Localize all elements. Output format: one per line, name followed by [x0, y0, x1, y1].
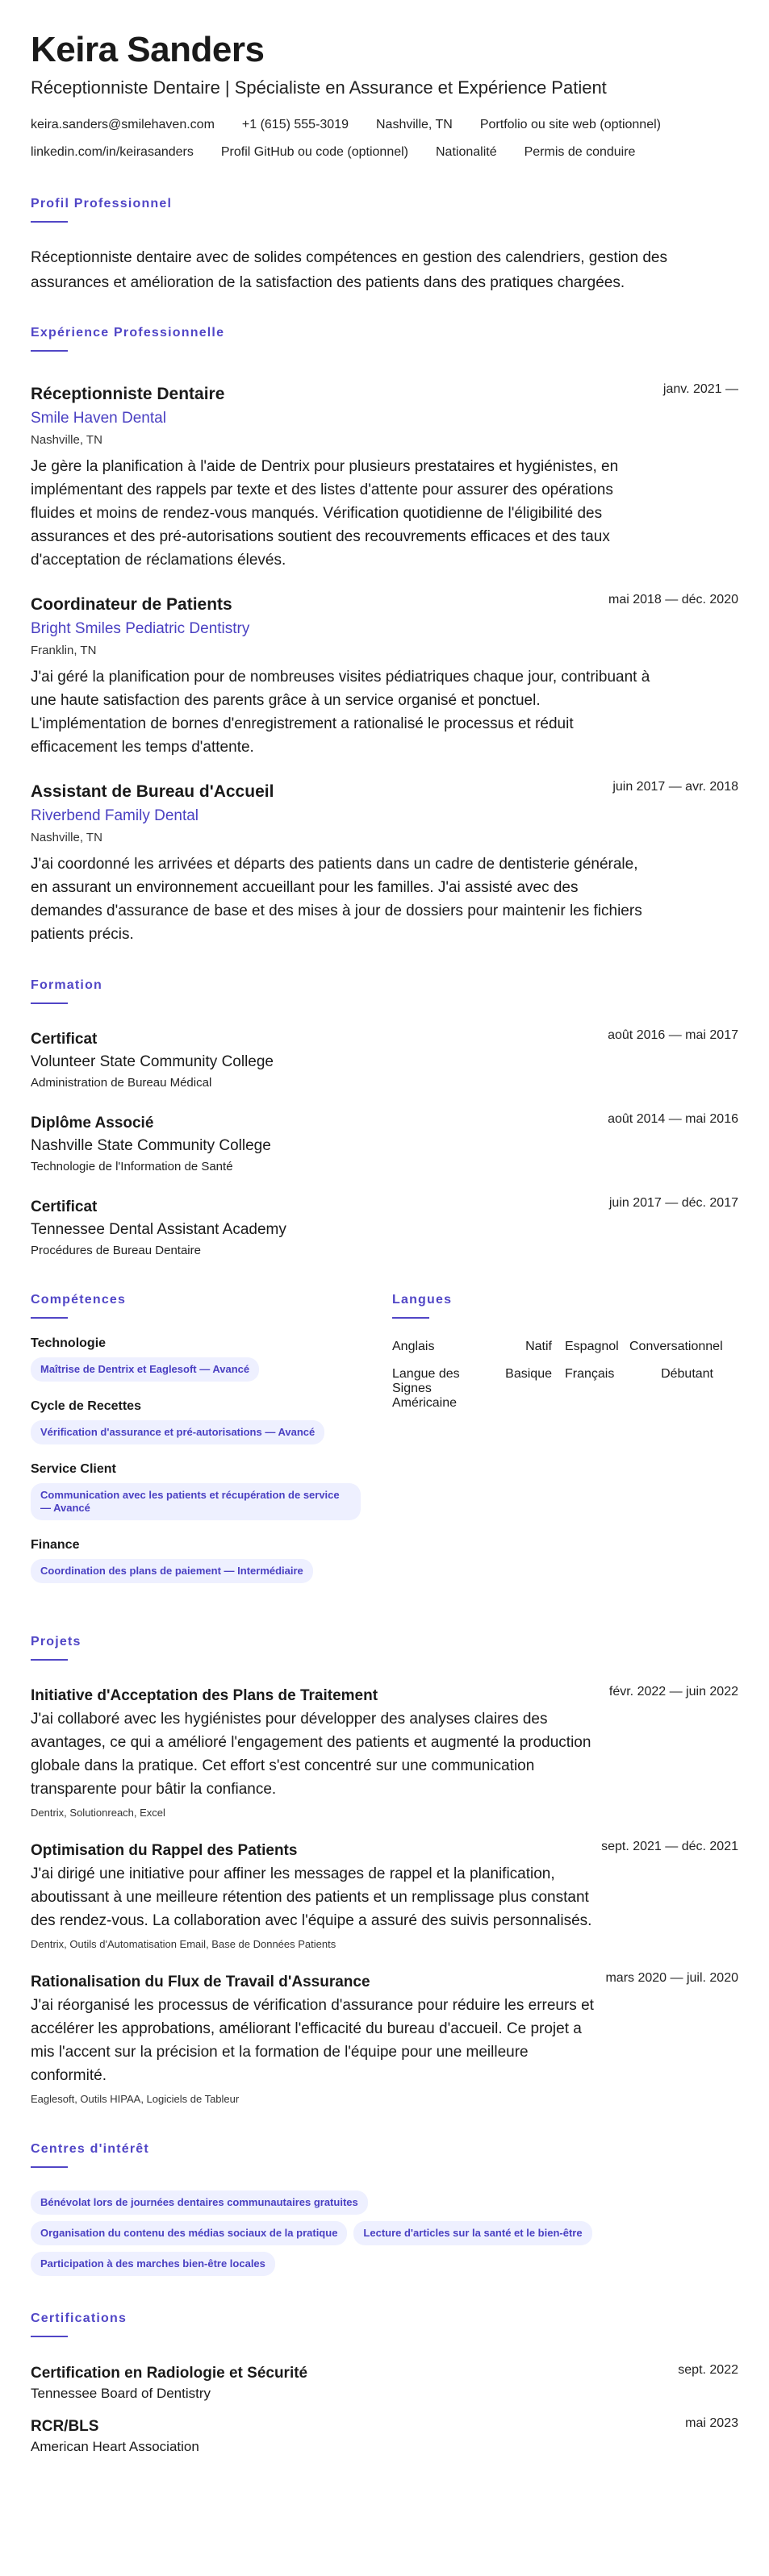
certification-issuer: American Heart Association — [31, 2439, 199, 2454]
skill-group — [31, 1538, 370, 1590]
language-name: Français — [565, 1367, 615, 1381]
education-dates: juin 2017 — déc. 2017 — [608, 1196, 738, 1210]
skill-group — [31, 1462, 370, 1527]
skill-category: Finance — [31, 1538, 80, 1552]
github-link[interactable]: Profil GitHub ou code (optionnel) — [220, 145, 408, 159]
section-divider — [31, 2336, 68, 2337]
experience-location: Nashville, TN — [31, 831, 102, 844]
section-divider — [31, 2166, 68, 2168]
skill-pill: Coordination des plans de paiement — Intermédiaire — [31, 1559, 313, 1583]
education-section — [31, 978, 738, 1261]
skill-group — [31, 1399, 370, 1451]
education-dates: août 2014 — mai 2016 — [608, 1112, 738, 1126]
certifications-section — [31, 2311, 738, 2457]
skill-category: Cycle de Recettes — [31, 1399, 141, 1413]
education-school: Tennessee Dental Assistant Academy — [31, 1221, 286, 1238]
project-entry — [31, 1685, 738, 1822]
certification-name: RCR/BLS — [31, 2418, 99, 2435]
certification-entry — [31, 2363, 738, 2403]
section-title-interests: Centres d'intérêt — [31, 2142, 149, 2156]
section-title-languages: Langues — [392, 1293, 453, 1307]
language-level: Conversationnel — [629, 1340, 723, 1353]
experience-company: Smile Haven Dental — [31, 410, 166, 427]
project-description: J'ai dirigé une initiative pour affiner les messages de rappel et la planification, aboutissant à une meilleure rétention des patients et un remplissage plus constant des rendez-vous. La collaboration avec l'équipe a assuré des suivis personnalisés. — [31, 1865, 592, 1929]
education-entry — [31, 1028, 738, 1093]
contact-list — [31, 111, 738, 166]
project-name: Optimisation du Rappel des Patients — [31, 1842, 298, 1859]
skill-pill: Maîtrise de Dentrix et Eaglesoft — Avancé — [31, 1357, 259, 1382]
section-divider — [31, 1317, 68, 1319]
education-field: Technologie de l'Information de Santé — [31, 1160, 233, 1173]
project-name: Initiative d'Acceptation des Plans de Traitement — [31, 1687, 378, 1704]
headline: Réceptionniste Dentaire | Spécialiste en Assurance et Expérience Patient — [31, 77, 607, 98]
experience-location: Nashville, TN — [31, 433, 102, 447]
experience-dates: janv. 2021 — — [662, 382, 738, 396]
skill-category: Service Client — [31, 1462, 116, 1476]
profile-summary: Réceptionniste dentaire avec de solides compétences en gestion des calendriers, gestion des assurances et amélioration de la satisfaction des patients dans des pratiques chargées. — [31, 249, 667, 291]
experience-company: Riverbend Family Dental — [31, 807, 199, 824]
education-field: Procédures de Bureau Dentaire — [31, 1244, 201, 1257]
interest-pill: Organisation du contenu des médias sociaux de la pratique — [31, 2221, 347, 2245]
section-divider — [31, 1659, 68, 1661]
candidate-name: Keira Sanders — [31, 30, 265, 69]
experience-description: Je gère la planification à l'aide de Dentrix pour plusieurs prestataires et hygiénistes, en implémentant des rappels par texte et des listes d'attente pour assurer des opérations fluides et moins de rendez-vous manqués. Vérification quotidienne de l'éligibilité des assurances et des pré-autorisations soutient des recouvrements efficaces et des taux d'acceptation de réclamations élevés. — [31, 458, 619, 569]
interest-pill: Lecture d'articles sur la santé et le bien-être — [353, 2221, 591, 2245]
skill-group — [31, 1336, 370, 1388]
skills-languages-row — [31, 1293, 738, 1607]
experience-role: Assistant de Bureau d'Accueil — [31, 782, 274, 801]
language-name: Langue des Signes Américaine — [392, 1367, 460, 1410]
section-title-projects: Projets — [31, 1635, 81, 1649]
section-divider — [31, 221, 68, 223]
portfolio-link[interactable]: Portfolio ou site web (optionnel) — [479, 118, 661, 131]
certification-entry — [31, 2416, 738, 2457]
project-dates: févr. 2022 — juin 2022 — [608, 1685, 738, 1699]
project-dates: mars 2020 — juil. 2020 — [605, 1971, 738, 1985]
skill-pill: Vérification d'assurance et pré-autorisations — Avancé — [31, 1420, 324, 1444]
certification-name: Certification en Radiologie et Sécurité — [31, 2365, 308, 2382]
section-divider — [31, 350, 68, 352]
section-title-education: Formation — [31, 978, 103, 992]
interest-pill: Participation à des marches bien-être locales — [31, 2252, 275, 2276]
experience-dates: mai 2018 — déc. 2020 — [608, 593, 738, 606]
experience-company: Bright Smiles Pediatric Dentistry — [31, 620, 250, 637]
section-divider — [31, 1002, 68, 1004]
education-entry — [31, 1112, 738, 1177]
education-dates: août 2016 — mai 2017 — [608, 1028, 738, 1042]
section-title-certifications: Certifications — [31, 2311, 127, 2325]
education-entry — [31, 1196, 738, 1261]
experience-entry — [31, 593, 738, 759]
certification-issuer: Tennessee Board of Dentistry — [31, 2386, 211, 2401]
experience-section — [31, 326, 738, 946]
language-name: Espagnol — [565, 1340, 619, 1353]
experience-role: Coordinateur de Patients — [31, 595, 232, 614]
education-degree: Certificat — [31, 1031, 98, 1048]
section-title-profile: Profil Professionnel — [31, 197, 173, 210]
project-description: J'ai réorganisé les processus de vérification d'assurance pour réduire les erreurs et accélérer les approbations, améliorant l'efficacité du bureau d'accueil. Ce projet a mis l'accent sur la précision et la formation de l'équipe pour une meilleure conformité. — [31, 1997, 594, 2084]
experience-description: J'ai coordonné les arrivées et départs des patients dans un cadre de dentisterie générale, en assurant un environnement accueillant pour les familles. J'ai assisté avec des demandes d'assurance de base et des mises à jour de dossiers pour maintenir les fichiers patients précis. — [31, 856, 642, 943]
education-degree: Certificat — [31, 1198, 98, 1215]
nationality: Nationalité — [436, 145, 497, 159]
education-field: Administration de Bureau Médical — [31, 1076, 212, 1090]
language-level: Natif — [525, 1340, 552, 1353]
project-tech: Dentrix, Outils d'Automatisation Email, Base de Données Patients — [31, 1938, 336, 1950]
project-entry — [31, 1971, 738, 2108]
certification-date: mai 2023 — [685, 2416, 738, 2430]
experience-entry — [31, 382, 738, 572]
interests-section — [31, 2142, 738, 2282]
experience-entry — [31, 780, 738, 946]
experience-dates: juin 2017 — avr. 2018 — [612, 780, 738, 794]
drivers-license: Permis de conduire — [524, 145, 636, 159]
project-description: J'ai collaboré avec les hygiénistes pour développer des analyses claires des avantages, ce qui a amélioré l'engagement des patients et augmenté la production globale dans la pratique. Cet effort s'est concentré sur une communication transparente pour bâtir la confiance. — [31, 1711, 591, 1798]
linkedin-link[interactable]: linkedin.com/in/keirasanders — [31, 145, 194, 159]
education-school: Nashville State Community College — [31, 1137, 271, 1154]
skill-category: Technologie — [31, 1336, 107, 1350]
project-tech: Eaglesoft, Outils HIPAA, Logiciels de Tableur — [31, 2093, 240, 2105]
location: Nashville, TN — [376, 118, 453, 131]
section-title-experience: Expérience Professionnelle — [31, 326, 225, 340]
projects-section — [31, 1635, 738, 2108]
language-name: Anglais — [392, 1340, 435, 1353]
email-link[interactable]: keira.sanders@smilehaven.com — [31, 118, 215, 131]
project-name: Rationalisation du Flux de Travail d'Assurance — [31, 1974, 370, 1990]
section-divider — [392, 1317, 429, 1319]
project-dates: sept. 2021 — déc. 2021 — [601, 1840, 738, 1853]
profile-section — [31, 197, 738, 295]
interest-pill: Bénévolat lors de journées dentaires communautaires gratuites — [31, 2190, 368, 2215]
language-level: Basique — [505, 1367, 552, 1381]
phone: +1 (615) 555-3019 — [241, 118, 349, 131]
experience-role: Réceptionniste Dentaire — [31, 385, 225, 403]
languages-grid — [392, 1340, 739, 1411]
education-degree: Diplôme Associé — [31, 1115, 154, 1132]
experience-location: Franklin, TN — [31, 644, 97, 657]
language-level: Débutant — [661, 1367, 713, 1381]
certification-date: sept. 2022 — [678, 2363, 738, 2377]
education-school: Volunteer State Community College — [31, 1053, 274, 1070]
interests-list — [31, 2190, 708, 2282]
project-tech: Dentrix, Solutionreach, Excel — [31, 1807, 165, 1819]
skills-section — [31, 1293, 370, 1590]
experience-description: J'ai géré la planification pour de nombreuses visites pédiatriques chaque jour, contribuant à une haute satisfaction des parents grâce à un service organisé et ponctuel. L'implémentation de bornes d'enregistrement a rationalisé le processus et réduit efficacement les temps d'attente. — [31, 669, 650, 756]
section-title-skills: Compétences — [31, 1293, 127, 1307]
skill-pill: Communication avec les patients et récupération de service — Avancé — [31, 1483, 361, 1520]
project-entry — [31, 1840, 738, 1953]
languages-section — [392, 1293, 739, 1411]
